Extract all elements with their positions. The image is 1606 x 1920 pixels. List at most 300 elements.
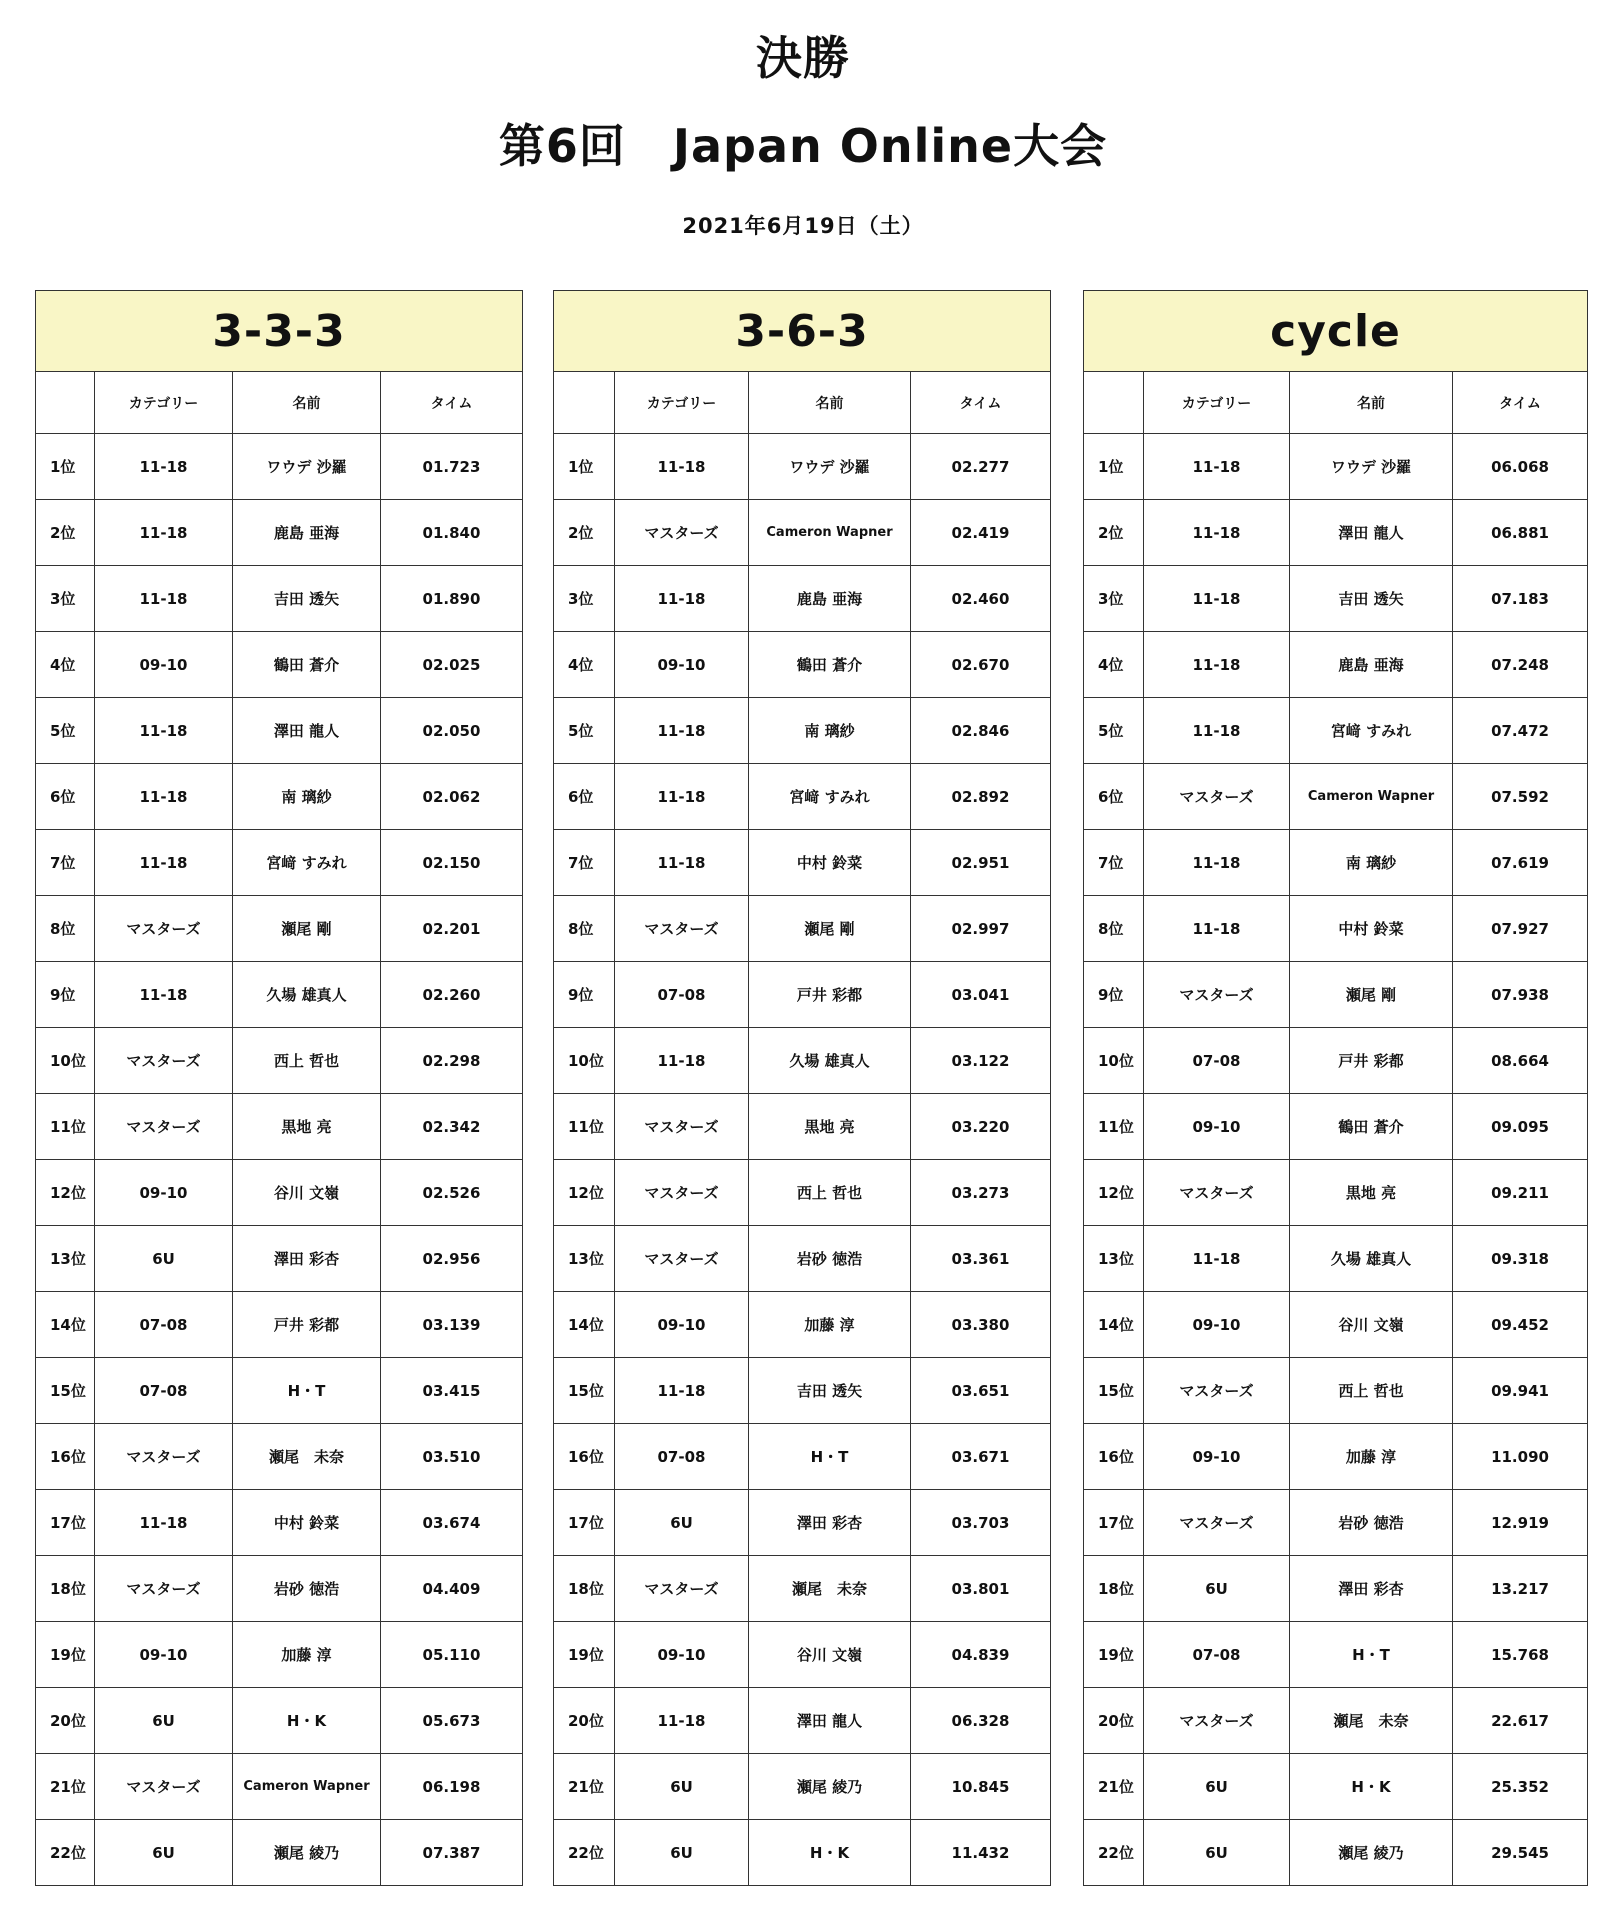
cell-category: 6U xyxy=(615,1490,749,1556)
cell-rank: 8位 xyxy=(36,896,95,962)
table-row xyxy=(1084,1622,1588,1688)
cell-rank: 14位 xyxy=(36,1292,95,1358)
cell-time: 02.892 xyxy=(911,764,1051,830)
cell-time: 02.342 xyxy=(381,1094,523,1160)
cell-category: マスターズ xyxy=(615,1094,749,1160)
cell-time: 02.997 xyxy=(911,896,1051,962)
cell-rank: 15位 xyxy=(554,1358,615,1424)
table-row xyxy=(36,896,523,962)
cell-time: 10.845 xyxy=(911,1754,1051,1820)
table-row xyxy=(1084,1226,1588,1292)
cell-category: 09-10 xyxy=(95,632,233,698)
col-category-header: カテゴリー xyxy=(95,372,233,434)
cell-time: 06.198 xyxy=(381,1754,523,1820)
cell-name: 岩砂 徳浩 xyxy=(233,1556,381,1622)
cell-category: 6U xyxy=(1144,1754,1290,1820)
col-rank-header xyxy=(1084,372,1144,434)
cell-time: 06.881 xyxy=(1453,500,1588,566)
cell-time: 03.361 xyxy=(911,1226,1051,1292)
cell-rank: 18位 xyxy=(554,1556,615,1622)
cell-rank: 5位 xyxy=(36,698,95,764)
table-title: cycle xyxy=(1084,291,1588,372)
cell-time: 03.674 xyxy=(381,1490,523,1556)
cell-name: Cameron Wapner xyxy=(749,500,911,566)
table-row xyxy=(1084,830,1588,896)
cell-name: 加藤 淳 xyxy=(1290,1424,1453,1490)
cell-time: 09.318 xyxy=(1453,1226,1588,1292)
cell-time: 02.062 xyxy=(381,764,523,830)
table-row xyxy=(1084,896,1588,962)
cell-rank: 7位 xyxy=(554,830,615,896)
cell-category: マスターズ xyxy=(1144,1490,1290,1556)
cell-rank: 10位 xyxy=(1084,1028,1144,1094)
cell-category: マスターズ xyxy=(95,1754,233,1820)
cell-name: H・K xyxy=(749,1820,911,1886)
results-table-333 xyxy=(35,290,523,1886)
table-row xyxy=(36,698,523,764)
table-row xyxy=(36,1226,523,1292)
table-row xyxy=(36,632,523,698)
cell-rank: 12位 xyxy=(36,1160,95,1226)
cell-rank: 6位 xyxy=(36,764,95,830)
cell-category: 11-18 xyxy=(615,764,749,830)
table-row xyxy=(1084,632,1588,698)
cell-name: 岩砂 徳浩 xyxy=(1290,1490,1453,1556)
cell-name: 西上 哲也 xyxy=(233,1028,381,1094)
cell-rank: 20位 xyxy=(36,1688,95,1754)
cell-rank: 9位 xyxy=(554,962,615,1028)
cell-category: 11-18 xyxy=(95,434,233,500)
table-row xyxy=(36,500,523,566)
table-row xyxy=(36,962,523,1028)
table-row xyxy=(1084,1820,1588,1886)
cell-category: 11-18 xyxy=(615,566,749,632)
cell-rank: 1位 xyxy=(36,434,95,500)
cell-category: 11-18 xyxy=(1144,500,1290,566)
cell-time: 03.380 xyxy=(911,1292,1051,1358)
table-row xyxy=(36,830,523,896)
cell-name: H・K xyxy=(1290,1754,1453,1820)
cell-rank: 6位 xyxy=(1084,764,1144,830)
cell-category: マスターズ xyxy=(615,896,749,962)
cell-name: 瀬尾 綾乃 xyxy=(233,1820,381,1886)
cell-category: 11-18 xyxy=(615,1358,749,1424)
cell-category: マスターズ xyxy=(95,1424,233,1490)
cell-name: 南 璃紗 xyxy=(233,764,381,830)
cell-time: 09.452 xyxy=(1453,1292,1588,1358)
cell-category: 11-18 xyxy=(1144,1226,1290,1292)
cell-rank: 12位 xyxy=(1084,1160,1144,1226)
cell-name: 吉田 透矢 xyxy=(749,1358,911,1424)
cell-rank: 3位 xyxy=(1084,566,1144,632)
cell-rank: 18位 xyxy=(36,1556,95,1622)
cell-name: 戸井 彩都 xyxy=(749,962,911,1028)
cell-category: 6U xyxy=(95,1226,233,1292)
cell-name: 瀬尾 未奈 xyxy=(1290,1688,1453,1754)
cell-name: 黒地 亮 xyxy=(1290,1160,1453,1226)
cell-rank: 22位 xyxy=(36,1820,95,1886)
cell-time: 07.938 xyxy=(1453,962,1588,1028)
cell-rank: 22位 xyxy=(1084,1820,1144,1886)
cell-name: 瀬尾 綾乃 xyxy=(1290,1820,1453,1886)
cell-time: 07.592 xyxy=(1453,764,1588,830)
table-row xyxy=(554,1754,1051,1820)
cell-time: 03.415 xyxy=(381,1358,523,1424)
col-time-header: タイム xyxy=(381,372,523,434)
cell-name: ワウデ 沙羅 xyxy=(233,434,381,500)
table-row xyxy=(36,1622,523,1688)
table-row xyxy=(1084,1424,1588,1490)
cell-time: 02.050 xyxy=(381,698,523,764)
cell-rank: 20位 xyxy=(554,1688,615,1754)
cell-rank: 4位 xyxy=(554,632,615,698)
cell-category: 11-18 xyxy=(1144,632,1290,698)
cell-category: 11-18 xyxy=(1144,830,1290,896)
cell-name: 澤田 龍人 xyxy=(1290,500,1453,566)
cell-name: 瀬尾 剛 xyxy=(233,896,381,962)
cell-category: マスターズ xyxy=(95,1094,233,1160)
cell-time: 02.846 xyxy=(911,698,1051,764)
table-row xyxy=(554,1292,1051,1358)
cell-rank: 4位 xyxy=(1084,632,1144,698)
table-row xyxy=(554,962,1051,1028)
cell-rank: 2位 xyxy=(36,500,95,566)
cell-rank: 21位 xyxy=(36,1754,95,1820)
cell-time: 03.273 xyxy=(911,1160,1051,1226)
col-name-header: 名前 xyxy=(233,372,381,434)
cell-time: 09.941 xyxy=(1453,1358,1588,1424)
cell-category: 07-08 xyxy=(615,962,749,1028)
table-row xyxy=(554,830,1051,896)
table-row xyxy=(1084,1688,1588,1754)
results-table-cycle xyxy=(1083,290,1588,1886)
cell-name: 加藤 淳 xyxy=(749,1292,911,1358)
cell-name: 戸井 彩都 xyxy=(1290,1028,1453,1094)
cell-time: 08.664 xyxy=(1453,1028,1588,1094)
table-row xyxy=(554,1028,1051,1094)
cell-category: 07-08 xyxy=(615,1424,749,1490)
cell-name: 谷川 文嶺 xyxy=(1290,1292,1453,1358)
table-row xyxy=(36,1358,523,1424)
cell-time: 11.432 xyxy=(911,1820,1051,1886)
table-row xyxy=(554,698,1051,764)
cell-rank: 1位 xyxy=(554,434,615,500)
col-time-header: タイム xyxy=(1453,372,1588,434)
table-row xyxy=(36,1688,523,1754)
cell-name: 南 璃紗 xyxy=(749,698,911,764)
cell-category: 09-10 xyxy=(95,1160,233,1226)
cell-category: 11-18 xyxy=(615,434,749,500)
cell-time: 03.122 xyxy=(911,1028,1051,1094)
cell-rank: 17位 xyxy=(554,1490,615,1556)
cell-name: H・K xyxy=(233,1688,381,1754)
cell-category: マスターズ xyxy=(95,1028,233,1094)
cell-category: マスターズ xyxy=(1144,1358,1290,1424)
table-row xyxy=(554,764,1051,830)
cell-name: 鶴田 蒼介 xyxy=(749,632,911,698)
cell-rank: 8位 xyxy=(1084,896,1144,962)
cell-category: 11-18 xyxy=(95,764,233,830)
cell-category: 11-18 xyxy=(95,698,233,764)
cell-time: 03.220 xyxy=(911,1094,1051,1160)
cell-name: 鹿島 亜海 xyxy=(233,500,381,566)
cell-time: 02.419 xyxy=(911,500,1051,566)
cell-category: 07-08 xyxy=(95,1358,233,1424)
cell-name: 瀬尾 剛 xyxy=(1290,962,1453,1028)
cell-category: マスターズ xyxy=(1144,1160,1290,1226)
table-row xyxy=(1084,500,1588,566)
cell-category: マスターズ xyxy=(1144,764,1290,830)
cell-name: 吉田 透矢 xyxy=(233,566,381,632)
cell-time: 02.460 xyxy=(911,566,1051,632)
cell-rank: 21位 xyxy=(1084,1754,1144,1820)
cell-name: 澤田 彩杏 xyxy=(749,1490,911,1556)
cell-time: 04.409 xyxy=(381,1556,523,1622)
cell-rank: 7位 xyxy=(36,830,95,896)
cell-rank: 19位 xyxy=(554,1622,615,1688)
cell-rank: 20位 xyxy=(1084,1688,1144,1754)
cell-time: 07.619 xyxy=(1453,830,1588,896)
cell-category: 6U xyxy=(1144,1820,1290,1886)
cell-category: 07-08 xyxy=(95,1292,233,1358)
cell-name: Cameron Wapner xyxy=(1290,764,1453,830)
table-row xyxy=(1084,566,1588,632)
cell-name: 中村 鈴菜 xyxy=(233,1490,381,1556)
table-row xyxy=(554,896,1051,962)
cell-time: 25.352 xyxy=(1453,1754,1588,1820)
cell-rank: 5位 xyxy=(1084,698,1144,764)
cell-name: 久場 雄真人 xyxy=(1290,1226,1453,1292)
cell-time: 07.927 xyxy=(1453,896,1588,962)
cell-category: 6U xyxy=(615,1820,749,1886)
cell-time: 03.041 xyxy=(911,962,1051,1028)
table-row xyxy=(554,1160,1051,1226)
cell-time: 02.298 xyxy=(381,1028,523,1094)
cell-category: 11-18 xyxy=(95,566,233,632)
table-row xyxy=(554,1490,1051,1556)
cell-name: 黒地 亮 xyxy=(749,1094,911,1160)
cell-name: ワウデ 沙羅 xyxy=(1290,434,1453,500)
table-row xyxy=(36,1028,523,1094)
cell-time: 02.277 xyxy=(911,434,1051,500)
cell-time: 07.387 xyxy=(381,1820,523,1886)
cell-rank: 10位 xyxy=(36,1028,95,1094)
table-row xyxy=(36,434,523,500)
cell-time: 01.723 xyxy=(381,434,523,500)
cell-rank: 19位 xyxy=(1084,1622,1144,1688)
cell-category: 11-18 xyxy=(95,500,233,566)
cell-name: H・T xyxy=(749,1424,911,1490)
cell-time: 07.472 xyxy=(1453,698,1588,764)
cell-rank: 15位 xyxy=(36,1358,95,1424)
cell-name: 黒地 亮 xyxy=(233,1094,381,1160)
cell-rank: 1位 xyxy=(1084,434,1144,500)
cell-category: 09-10 xyxy=(95,1622,233,1688)
cell-category: 07-08 xyxy=(1144,1028,1290,1094)
table-row xyxy=(554,1094,1051,1160)
cell-time: 07.248 xyxy=(1453,632,1588,698)
cell-rank: 13位 xyxy=(554,1226,615,1292)
cell-rank: 11位 xyxy=(1084,1094,1144,1160)
cell-category: マスターズ xyxy=(615,500,749,566)
page-title: 決勝 xyxy=(756,31,850,85)
cell-time: 07.183 xyxy=(1453,566,1588,632)
cell-name: 南 璃紗 xyxy=(1290,830,1453,896)
cell-name: 久場 雄真人 xyxy=(749,1028,911,1094)
table-row xyxy=(1084,434,1588,500)
table-row xyxy=(554,434,1051,500)
cell-rank: 2位 xyxy=(554,500,615,566)
cell-name: 澤田 龍人 xyxy=(233,698,381,764)
cell-category: マスターズ xyxy=(1144,962,1290,1028)
cell-rank: 5位 xyxy=(554,698,615,764)
table-row xyxy=(36,1094,523,1160)
table-row xyxy=(1084,1556,1588,1622)
cell-name: H・T xyxy=(233,1358,381,1424)
cell-category: 11-18 xyxy=(615,698,749,764)
cell-name: H・T xyxy=(1290,1622,1453,1688)
cell-name: 中村 鈴菜 xyxy=(1290,896,1453,962)
table-row xyxy=(1084,962,1588,1028)
table-row xyxy=(554,632,1051,698)
cell-category: 11-18 xyxy=(1144,896,1290,962)
cell-category: 11-18 xyxy=(95,1490,233,1556)
cell-rank: 14位 xyxy=(1084,1292,1144,1358)
table-row xyxy=(36,1160,523,1226)
event-name: 第6回 Japan Online大会 xyxy=(498,119,1108,173)
cell-time: 03.703 xyxy=(911,1490,1051,1556)
cell-rank: 12位 xyxy=(554,1160,615,1226)
cell-name: 谷川 文嶺 xyxy=(233,1160,381,1226)
cell-name: 加藤 淳 xyxy=(233,1622,381,1688)
cell-time: 03.651 xyxy=(911,1358,1051,1424)
cell-category: 09-10 xyxy=(615,1292,749,1358)
cell-time: 02.150 xyxy=(381,830,523,896)
table-row xyxy=(554,1622,1051,1688)
cell-rank: 6位 xyxy=(554,764,615,830)
cell-name: 澤田 龍人 xyxy=(749,1688,911,1754)
cell-time: 02.951 xyxy=(911,830,1051,896)
cell-time: 13.217 xyxy=(1453,1556,1588,1622)
table-row xyxy=(36,1820,523,1886)
cell-rank: 17位 xyxy=(36,1490,95,1556)
cell-rank: 14位 xyxy=(554,1292,615,1358)
table-row xyxy=(1084,1358,1588,1424)
col-name-header: 名前 xyxy=(1290,372,1453,434)
cell-time: 29.545 xyxy=(1453,1820,1588,1886)
col-rank-header xyxy=(554,372,615,434)
cell-category: マスターズ xyxy=(1144,1688,1290,1754)
cell-rank: 21位 xyxy=(554,1754,615,1820)
cell-category: 11-18 xyxy=(1144,434,1290,500)
cell-rank: 4位 xyxy=(36,632,95,698)
col-time-header: タイム xyxy=(911,372,1051,434)
cell-name: 吉田 透矢 xyxy=(1290,566,1453,632)
cell-time: 03.671 xyxy=(911,1424,1051,1490)
cell-rank: 11位 xyxy=(36,1094,95,1160)
cell-name: 久場 雄真人 xyxy=(233,962,381,1028)
cell-rank: 15位 xyxy=(1084,1358,1144,1424)
cell-category: 09-10 xyxy=(1144,1292,1290,1358)
cell-time: 02.260 xyxy=(381,962,523,1028)
table-row xyxy=(36,1424,523,1490)
table-row xyxy=(36,1490,523,1556)
table-row xyxy=(554,1226,1051,1292)
cell-name: 鶴田 蒼介 xyxy=(1290,1094,1453,1160)
cell-category: マスターズ xyxy=(615,1226,749,1292)
cell-time: 02.201 xyxy=(381,896,523,962)
col-category-header: カテゴリー xyxy=(1144,372,1290,434)
table-row xyxy=(1084,1160,1588,1226)
cell-name: 宮﨑 すみれ xyxy=(233,830,381,896)
table-row xyxy=(1084,1094,1588,1160)
cell-category: 07-08 xyxy=(1144,1622,1290,1688)
cell-time: 03.139 xyxy=(381,1292,523,1358)
cell-rank: 16位 xyxy=(554,1424,615,1490)
cell-name: 宮﨑 すみれ xyxy=(749,764,911,830)
table-row xyxy=(36,764,523,830)
col-name-header: 名前 xyxy=(749,372,911,434)
cell-rank: 11位 xyxy=(554,1094,615,1160)
cell-category: 11-18 xyxy=(615,830,749,896)
cell-time: 12.919 xyxy=(1453,1490,1588,1556)
cell-category: 11-18 xyxy=(95,962,233,1028)
cell-rank: 22位 xyxy=(554,1820,615,1886)
cell-rank: 17位 xyxy=(1084,1490,1144,1556)
cell-name: 西上 哲也 xyxy=(1290,1358,1453,1424)
table-row xyxy=(1084,1292,1588,1358)
table-row xyxy=(36,566,523,632)
cell-rank: 3位 xyxy=(36,566,95,632)
table-row xyxy=(554,1358,1051,1424)
cell-name: 戸井 彩都 xyxy=(233,1292,381,1358)
cell-name: 瀬尾 未奈 xyxy=(749,1556,911,1622)
col-category-header: カテゴリー xyxy=(615,372,749,434)
cell-category: 11-18 xyxy=(615,1688,749,1754)
cell-category: 09-10 xyxy=(1144,1094,1290,1160)
cell-rank: 16位 xyxy=(36,1424,95,1490)
cell-time: 05.673 xyxy=(381,1688,523,1754)
cell-time: 01.840 xyxy=(381,500,523,566)
cell-rank: 13位 xyxy=(1084,1226,1144,1292)
cell-name: 鹿島 亜海 xyxy=(1290,632,1453,698)
cell-name: 瀬尾 未奈 xyxy=(233,1424,381,1490)
table-row xyxy=(554,566,1051,632)
cell-category: 11-18 xyxy=(1144,566,1290,632)
cell-rank: 9位 xyxy=(1084,962,1144,1028)
table-row xyxy=(36,1556,523,1622)
cell-category: 6U xyxy=(95,1688,233,1754)
cell-time: 03.801 xyxy=(911,1556,1051,1622)
cell-time: 02.526 xyxy=(381,1160,523,1226)
cell-name: 中村 鈴菜 xyxy=(749,830,911,896)
cell-category: 09-10 xyxy=(615,1622,749,1688)
cell-time: 02.670 xyxy=(911,632,1051,698)
cell-time: 03.510 xyxy=(381,1424,523,1490)
cell-rank: 10位 xyxy=(554,1028,615,1094)
cell-time: 11.090 xyxy=(1453,1424,1588,1490)
cell-category: 6U xyxy=(95,1820,233,1886)
table-row xyxy=(1084,1028,1588,1094)
cell-time: 09.095 xyxy=(1453,1094,1588,1160)
cell-rank: 16位 xyxy=(1084,1424,1144,1490)
cell-name: 宮﨑 すみれ xyxy=(1290,698,1453,764)
cell-category: マスターズ xyxy=(615,1160,749,1226)
cell-category: 11-18 xyxy=(1144,698,1290,764)
cell-name: Cameron Wapner xyxy=(233,1754,381,1820)
table-row xyxy=(1084,698,1588,764)
cell-time: 06.068 xyxy=(1453,434,1588,500)
